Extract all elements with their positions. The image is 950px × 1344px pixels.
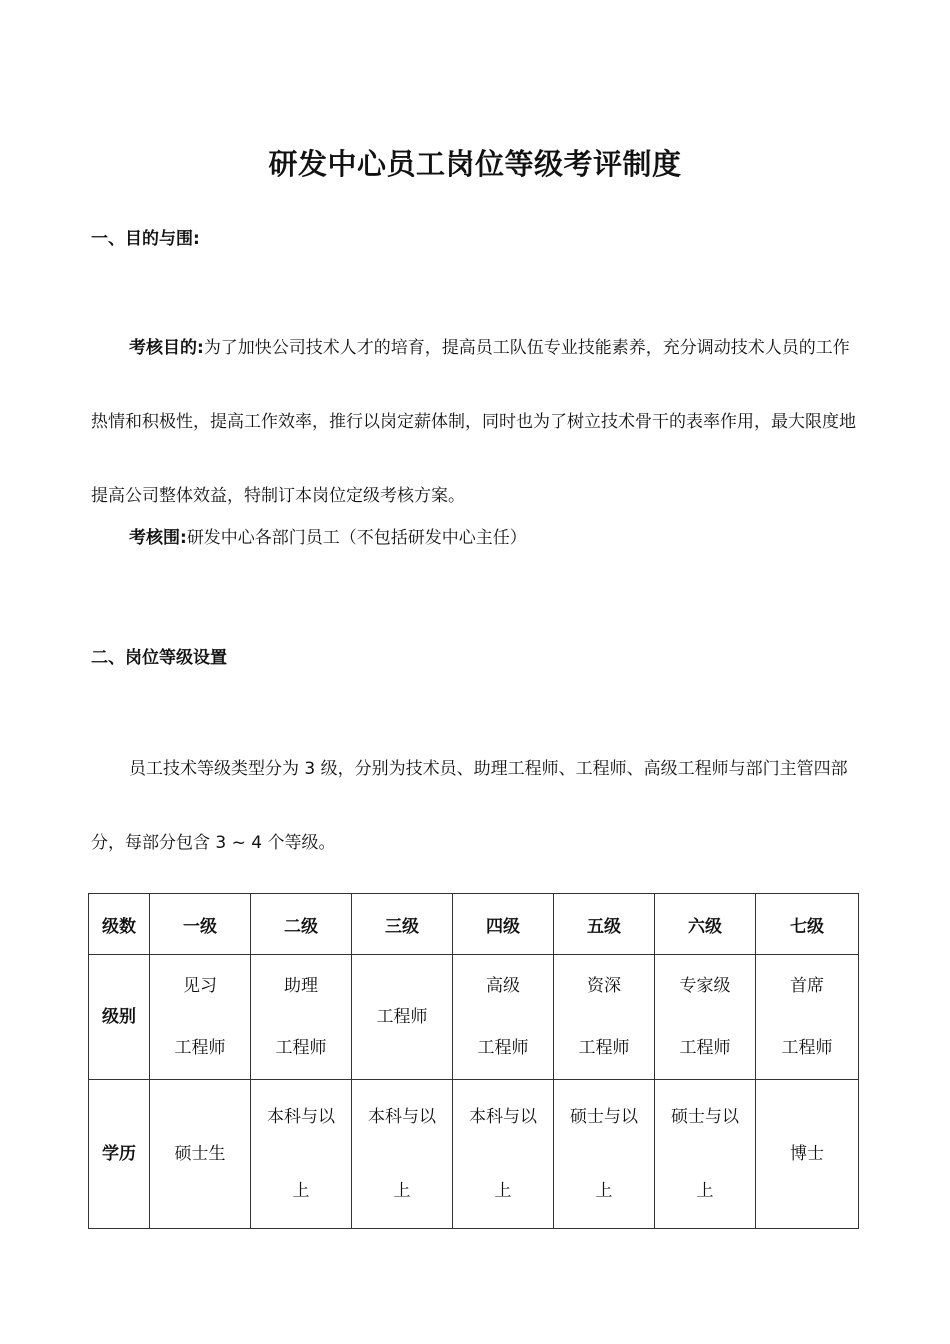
cell-line: 上 [393,1181,411,1201]
section-heading-purpose-scope: 一、目的与围: [91,229,200,249]
table-cell [352,1080,453,1229]
table-cell [756,955,859,1080]
grade-setup-text: 员工技术等级类型分为 3 级，分别为技术员、助理工程师、工程师、高级工程师与部门主管四部分，每部分包含 3 ~ 4 个等级。 [91,759,848,853]
header-cell: 五级 [554,894,655,955]
cell-line: 专家级 [679,976,731,996]
table-cell [453,1080,554,1229]
scope-text: 研发中心各部门员工（不包括研发中心主任） [186,528,527,548]
cell-line: 硕士生 [174,1144,226,1164]
cell-line: 上 [292,1181,310,1201]
cell-line: 工程师 [578,1038,630,1058]
cell-line: 工程师 [679,1038,731,1058]
table-cell [453,955,554,1080]
section-heading-grade-setup: 二、岗位等级设置 [91,648,227,668]
header-cell: 三级 [352,894,453,955]
cell-line: 工程师 [174,1038,226,1058]
table-header-row [89,894,859,955]
cell-line: 上 [696,1181,714,1201]
cell-line: 见习 [183,976,217,996]
cell-line: 工程师 [781,1038,833,1058]
cell-line: 工程师 [275,1038,327,1058]
cell-line: 上 [494,1181,512,1201]
table-row-education [89,1080,859,1229]
header-cell: 七级 [756,894,859,955]
scope-label: 考核围: [129,528,187,548]
cell-line: 高级 [486,976,520,996]
cell-line: 本科与以 [469,1107,537,1127]
purpose-text: 为了加快公司技术人才的培育，提高员工队伍专业技能素养，充分调动技术人员的工作热情和积极性，提高工作效率，推行以岗定薪体制，同时也为了树立技术骨干的表率作用，最大限度地提高公司整体效益，特制订本岗位定级考核方案。 [91,338,856,506]
row-label: 学历 [89,1080,150,1229]
header-cell: 四级 [453,894,554,955]
cell-line: 首席 [790,976,824,996]
table-cell [756,1080,859,1229]
table-cell [655,955,756,1080]
scope-paragraph [91,524,861,552]
table-cell [150,955,251,1080]
row-label: 级别 [89,955,150,1080]
header-cell: 级数 [89,894,150,955]
table-cell [251,955,352,1080]
cell-line: 本科与以 [368,1107,436,1127]
table-cell [554,955,655,1080]
purpose-paragraph [91,311,861,533]
table-cell [554,1080,655,1229]
table-cell [150,1080,251,1229]
cell-line: 本科与以 [267,1107,335,1127]
grade-setup-paragraph [91,732,861,880]
table-cell [352,955,453,1080]
cell-line: 资深 [587,976,621,996]
cell-line: 硕士与以 [570,1107,638,1127]
document-title: 研发中心员工岗位等级考评制度 [268,147,682,181]
header-cell: 六级 [655,894,756,955]
purpose-label: 考核目的: [129,338,204,358]
table-row-level [89,955,859,1080]
table-cell [655,1080,756,1229]
cell-line: 工程师 [477,1038,529,1058]
table-cell [251,1080,352,1229]
cell-line: 硕士与以 [671,1107,739,1127]
cell-line: 上 [595,1181,613,1201]
grade-table [88,893,859,1229]
header-cell: 一级 [150,894,251,955]
cell-line: 博士 [790,1144,824,1164]
cell-line: 工程师 [376,1007,428,1027]
cell-line: 助理 [284,976,318,996]
header-cell: 二级 [251,894,352,955]
